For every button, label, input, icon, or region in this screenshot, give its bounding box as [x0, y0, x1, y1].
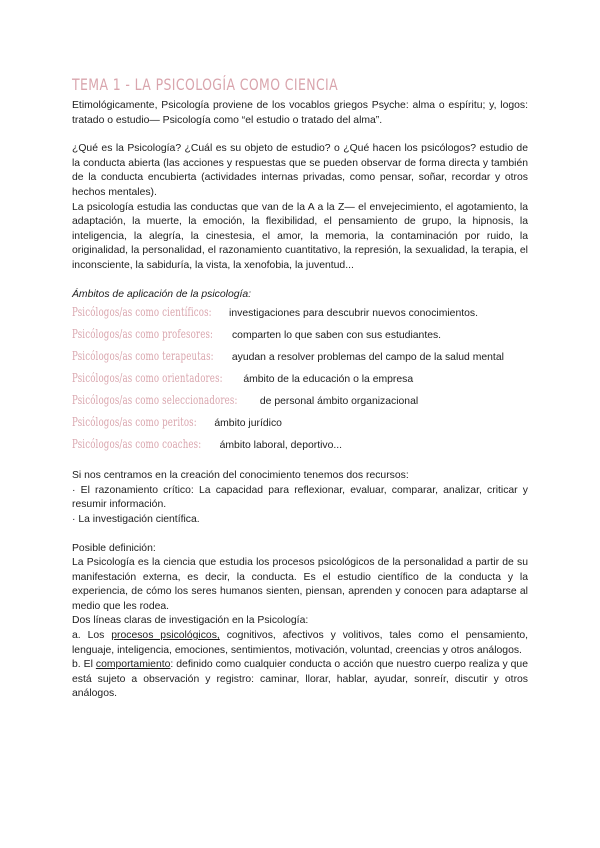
ambito-item: [72, 393, 528, 415]
linea-b-term: comportamiento: [95, 659, 171, 671]
recursos-item-razonamiento: · El razonamiento crítico: La capacidad para reflexionar, evaluar, comparar, analizar, criticar y resumir información.: [72, 484, 528, 511]
ambito-text: ámbito de la educación o la empresa: [243, 374, 414, 386]
recursos-item-investigacion: · La investigación científica.: [72, 513, 200, 525]
linea-a-prefix: a. Los: [72, 630, 112, 642]
ambito-text: comparten lo que saben con sus estudiantes.: [231, 330, 442, 342]
linea-b-prefix: b. El: [72, 659, 96, 671]
linea-a-term: procesos psicológicos,: [111, 630, 220, 642]
definicion-paragraph: La Psicología es la ciencia que estudia los procesos psicológicos de la personalidad a partir de su manifestación externa, es decir, la conducta. Es el estudio científico de la conducta y la experiencia, de cómo los seres humanos sienten, piensan, aprenden y conocen para adaptarse al medio que les rodea.: [72, 557, 528, 612]
ambito-label: Psicólogos/as como terapeutas:: [72, 349, 214, 364]
ambito-text: investigaciones para descubrir nuevos conocimientos.: [229, 308, 478, 320]
ambito-item: [72, 437, 528, 459]
ambito-label: Psicólogos/as como científicos:: [72, 305, 212, 320]
recursos-intro: Si nos centramos en la creación del conocimiento tenemos dos recursos:: [72, 470, 409, 482]
a-to-z-paragraph: La psicología estudia las conductas que van de la A a la Z— el envejecimiento, el agotamiento, la adaptación, la muerte, la emoción, la flexibilidad, el pensamiento de grupo, la hipnosis, la inteligencia, la alegría, la cinestesia, el amor, la memoria, la contaminación por ruido, la originalidad, la personalidad, el razonamiento cuantitativo, la represión, la sexualidad, la terapia, el inconsciente, la sabiduría, la vista, la xenofobia, la juventud...: [72, 201, 528, 271]
linea-b-rest: : definido como cualquier conducta o acción que nuestro cuerpo realiza y que está sujeto a observación y registro: caminar, llorar, hablar, ayudar, sonreír, discutir y otros análogos.: [72, 659, 528, 700]
ambito-text: ámbito jurídico: [214, 418, 282, 430]
linea-b: [72, 658, 528, 702]
ambito-label: Psicólogos/as como orientadores:: [72, 371, 223, 386]
question-paragraph: ¿Qué es la Psicología? ¿Cuál es su objeto de estudio? o ¿Qué hacen los psicólogos? estudio de la conducta abierta (las acciones y respuestas que se pueden observar de forma directa y también de la conducta encubierta (actividades internas privadas, como pensar, soñar, recordar y otros hechos mentales).: [72, 143, 528, 198]
ambito-item: [72, 415, 528, 437]
ambito-text: ayudan a resolver problemas del campo de la salud mental: [231, 352, 504, 364]
ambito-label: Psicólogos/as como profesores:: [72, 327, 214, 342]
ambitos-list: [72, 305, 528, 459]
linea-a-rest: cognitivos, afectivos y volitivos, tales como el pensamiento, lenguaje, inteligencia, emociones, sentimientos, motivación, voluntad, creencias y otros análogos.: [72, 630, 528, 656]
document-page: [72, 74, 528, 702]
ambito-item: [72, 371, 528, 393]
ambitos-heading: Ámbitos de aplicación de la psicología:: [72, 288, 252, 300]
linea-a: [72, 629, 528, 658]
ambito-label: Psicólogos/as como seleccionadores:: [72, 393, 238, 408]
ambito-text: ámbito laboral, deportivo...: [219, 440, 343, 452]
lineas-heading: Dos líneas claras de investigación en la Psicología:: [72, 615, 309, 627]
ambito-label: Psicólogos/as como coaches:: [72, 437, 202, 452]
page-title: TEMA 1 - LA PSICOLOGÍA COMO CIENCIA: [72, 75, 339, 94]
ambito-item: [72, 327, 528, 349]
ambito-text: de personal ámbito organizacional: [259, 396, 419, 408]
etymology-paragraph: Etimológicamente, Psicología proviene de los vocablos griegos Psyche: alma o espíritu; y, logos: tratado o estudio— Psicología como “el estudio o tratado del alma”.: [72, 100, 528, 126]
ambito-item: [72, 349, 528, 371]
ambito-label: Psicólogos/as como peritos:: [72, 415, 197, 430]
ambito-item: [72, 305, 528, 327]
definicion-heading: Posible definición:: [72, 542, 156, 554]
